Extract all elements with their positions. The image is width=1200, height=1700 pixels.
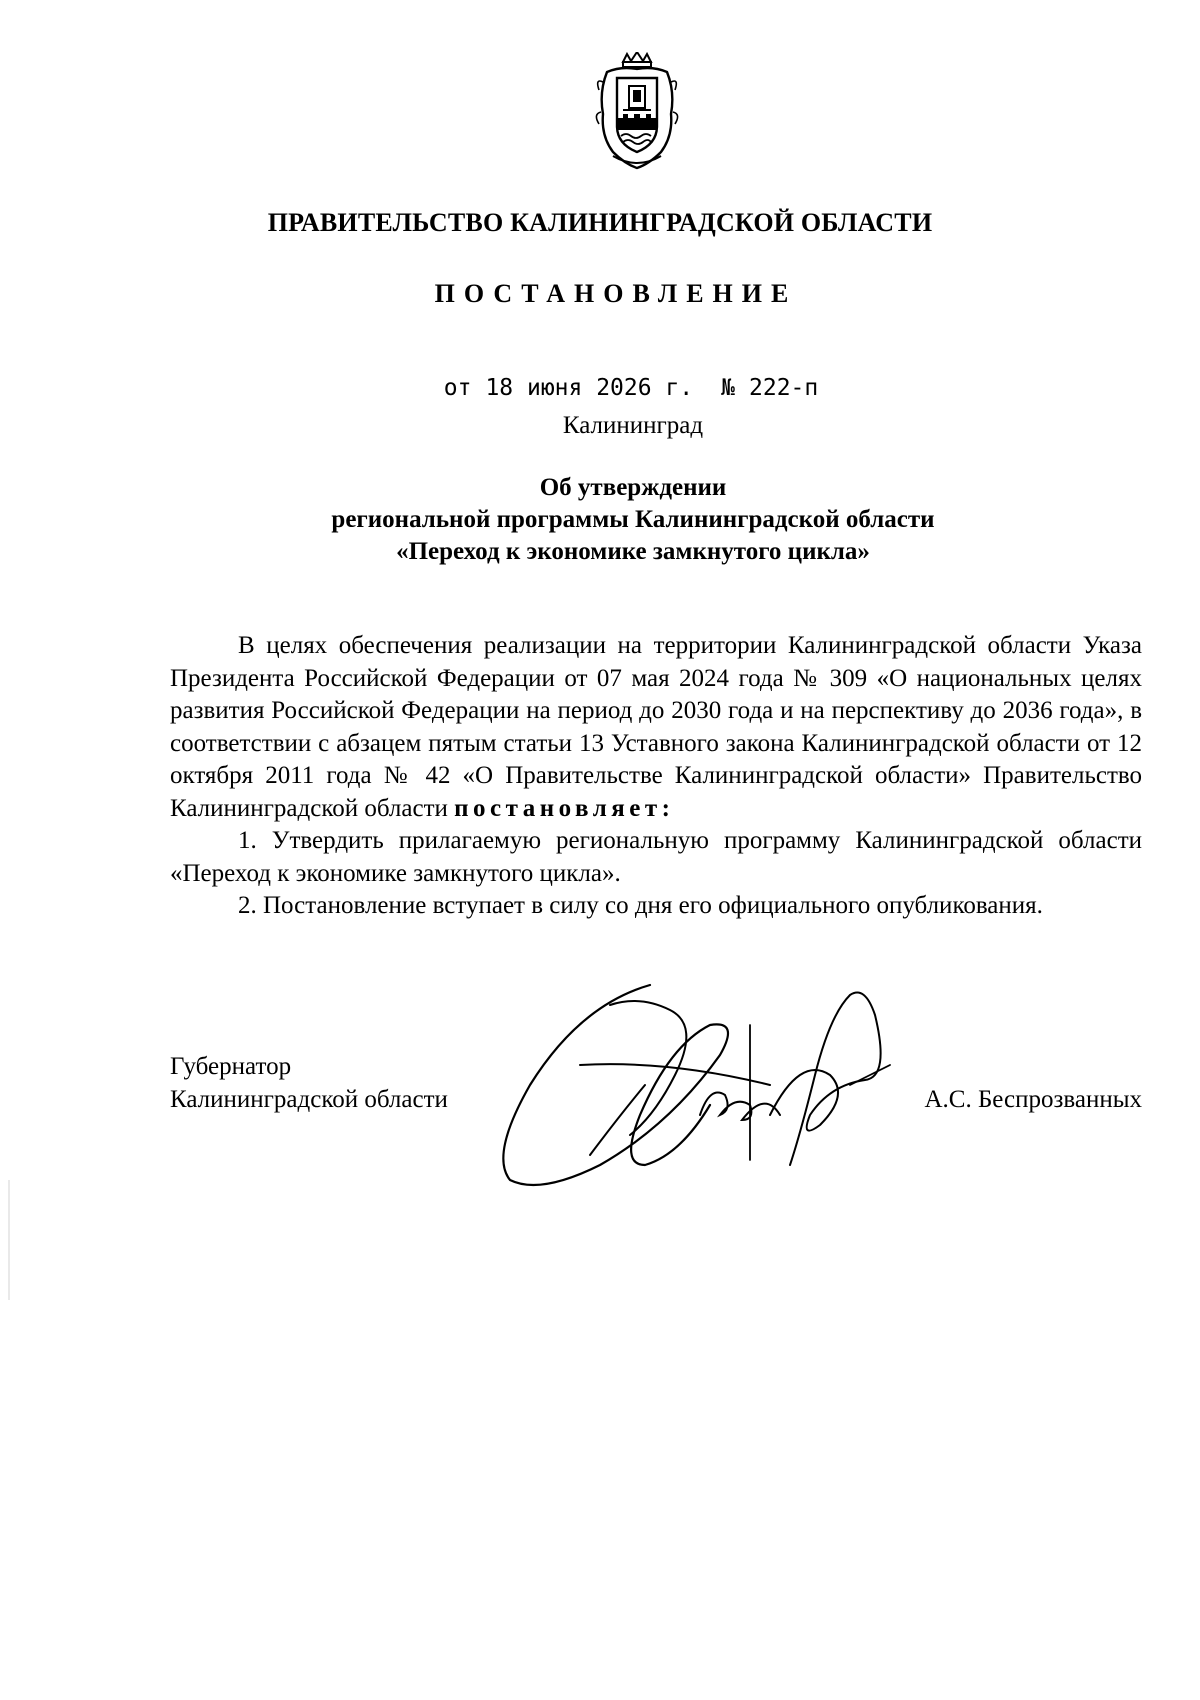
coat-of-arms-emblem — [593, 52, 681, 172]
position-line-1: Губернатор — [170, 1053, 292, 1080]
decree-word: постановляет: — [454, 794, 675, 822]
subject-line-3: «Переход к экономике замкнутого цикла» — [396, 538, 870, 565]
document-subject — [0, 472, 1200, 568]
document-body — [170, 630, 1142, 923]
handwritten-signature — [470, 965, 950, 1205]
preamble-paragraph — [170, 630, 1142, 825]
item-2-paragraph: 2. Постановление вступает в силу со дня его официального опубликования. — [238, 892, 1043, 919]
item-1-paragraph: 1. Утвердить прилагаемую региональную программу Калининградской области «Переход к экономике замкнутого цикла». — [170, 827, 1142, 887]
organization-title: ПРАВИТЕЛЬСТВО КАЛИНИНГРАДСКОЙ ОБЛАСТИ — [267, 208, 933, 237]
subject-line-1: Об утверждении — [539, 474, 727, 501]
subject-line-2: региональной программы Калининградской области — [331, 506, 935, 533]
document-date: 18 июня 2026 г. — [485, 375, 694, 401]
document-type-title: ПОСТАНОВЛЕНИЕ — [434, 279, 798, 308]
city-name: Калининград — [562, 412, 704, 439]
preamble-text: В целях обеспечения реализации на территории Калининградской области Указа Президента Российской Федерации от 07 мая 2024 года № 309 «О национальных целях развития Российской Федерации на период до 2030 года и на перспективу до 2036 года», в соответствии с абзацем пятым статьи 13 Уставного закона Калининградской области от 12 октября 2011 года № 42 «О Правительстве Калининградской области» Правительство Калининградской области — [170, 632, 1142, 822]
document-number: 222-п — [749, 375, 819, 401]
number-label: № — [721, 375, 736, 401]
signatory-position — [170, 1050, 448, 1116]
registration-line — [0, 375, 1200, 401]
scan-margin-mark — [8, 1180, 10, 1300]
position-line-2: Калининградской области — [170, 1086, 448, 1113]
date-prefix: от — [443, 375, 472, 401]
signatory-name: А.С. Беспрозванных — [924, 1086, 1142, 1113]
